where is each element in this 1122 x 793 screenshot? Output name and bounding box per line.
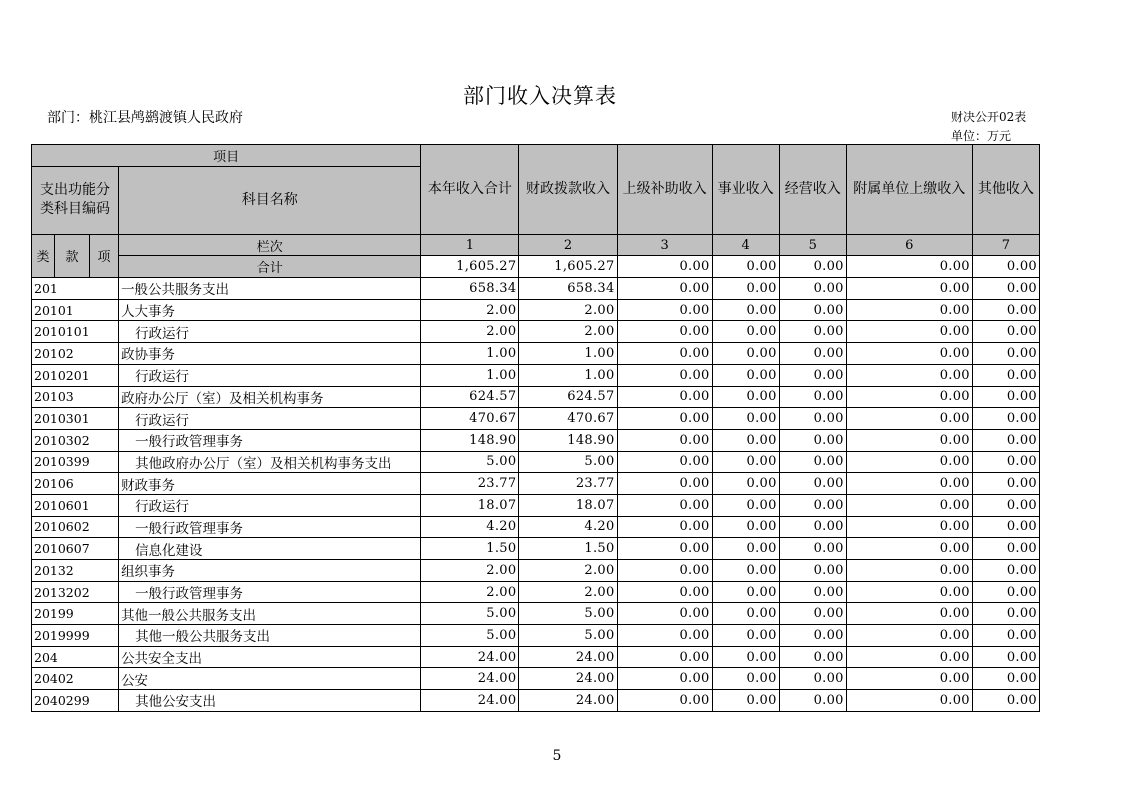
subject-name: 信息化建设 bbox=[119, 538, 421, 560]
value-cell: 0.00 bbox=[972, 560, 1039, 582]
table-row bbox=[32, 690, 1040, 712]
value-cell: 0.00 bbox=[712, 278, 779, 300]
income-table bbox=[31, 144, 1040, 712]
value-cell: 0.00 bbox=[712, 451, 779, 473]
value-cell: 0.00 bbox=[779, 690, 846, 712]
header-project: 项目 bbox=[32, 145, 421, 167]
value-cell: 0.00 bbox=[712, 538, 779, 560]
value-cell: 0.00 bbox=[972, 321, 1039, 343]
form-code: 财决公开02表 bbox=[951, 110, 1027, 124]
value-cell: 0.00 bbox=[972, 364, 1039, 386]
subject-code: 20402 bbox=[32, 668, 119, 690]
subject-name: 其他一般公共服务支出 bbox=[119, 603, 421, 625]
total-label: 合计 bbox=[119, 256, 421, 278]
value-cell: 0.00 bbox=[972, 668, 1039, 690]
value-cell: 0.00 bbox=[779, 278, 846, 300]
value-cell: 0.00 bbox=[779, 473, 846, 495]
value-cell: 0.00 bbox=[712, 473, 779, 495]
subject-code: 20101 bbox=[32, 299, 119, 321]
table-row bbox=[32, 603, 1040, 625]
header-index-2: 2 bbox=[519, 234, 617, 256]
value-cell: 0.00 bbox=[617, 451, 712, 473]
table-row bbox=[32, 364, 1040, 386]
header-subject-name: 科目名称 bbox=[119, 166, 421, 234]
value-cell: 0.00 bbox=[779, 494, 846, 516]
value-cell: 0.00 bbox=[972, 538, 1039, 560]
unit-label: 单位：万元 bbox=[951, 129, 1012, 143]
value-cell: 0.00 bbox=[972, 386, 1039, 408]
value-cell: 5.00 bbox=[519, 625, 617, 647]
subject-code: 2010201 bbox=[32, 364, 119, 386]
subject-name: 行政运行 bbox=[119, 494, 421, 516]
table-row bbox=[32, 473, 1040, 495]
subject-code: 20103 bbox=[32, 386, 119, 408]
value-cell: 4.20 bbox=[519, 516, 617, 538]
value-cell: 0.00 bbox=[972, 429, 1039, 451]
value-cell: 624.57 bbox=[519, 386, 617, 408]
value-cell: 0.00 bbox=[617, 625, 712, 647]
value-cell: 0.00 bbox=[972, 408, 1039, 430]
value-cell: 0.00 bbox=[712, 343, 779, 365]
page-number: 5 bbox=[552, 748, 562, 764]
value-cell: 0.00 bbox=[712, 494, 779, 516]
table-row bbox=[32, 538, 1040, 560]
value-cell: 0.00 bbox=[972, 646, 1039, 668]
value-cell: 0.00 bbox=[846, 451, 972, 473]
value-cell: 0.00 bbox=[846, 494, 972, 516]
value-cell: 624.57 bbox=[421, 386, 519, 408]
value-cell: 0.00 bbox=[617, 603, 712, 625]
subject-name: 一般行政管理事务 bbox=[119, 429, 421, 451]
value-cell: 0.00 bbox=[617, 408, 712, 430]
value-cell: 0.00 bbox=[846, 625, 972, 647]
value-cell: 0.00 bbox=[617, 299, 712, 321]
value-cell: 1.50 bbox=[421, 538, 519, 560]
value-cell: 24.00 bbox=[519, 690, 617, 712]
value-cell: 0.00 bbox=[617, 364, 712, 386]
value-cell: 0.00 bbox=[617, 560, 712, 582]
table-row bbox=[32, 494, 1040, 516]
total-value: 0.00 bbox=[779, 256, 846, 278]
value-cell: 0.00 bbox=[712, 625, 779, 647]
value-cell: 0.00 bbox=[846, 408, 972, 430]
value-cell: 24.00 bbox=[519, 646, 617, 668]
subject-code: 2040299 bbox=[32, 690, 119, 712]
value-cell: 0.00 bbox=[712, 560, 779, 582]
value-cell: 1.00 bbox=[519, 343, 617, 365]
subject-name: 公安 bbox=[119, 668, 421, 690]
subject-name: 一般行政管理事务 bbox=[119, 581, 421, 603]
header-index-6: 6 bbox=[846, 234, 972, 256]
value-cell: 0.00 bbox=[972, 581, 1039, 603]
subject-name: 财政事务 bbox=[119, 473, 421, 495]
value-cell: 0.00 bbox=[779, 646, 846, 668]
value-cell: 24.00 bbox=[519, 668, 617, 690]
value-cell: 0.00 bbox=[846, 299, 972, 321]
value-cell: 0.00 bbox=[972, 343, 1039, 365]
subject-code: 2013202 bbox=[32, 581, 119, 603]
table-row bbox=[32, 451, 1040, 473]
value-cell: 4.20 bbox=[421, 516, 519, 538]
header-row-project bbox=[32, 145, 1040, 167]
value-cell: 0.00 bbox=[617, 668, 712, 690]
value-cell: 0.00 bbox=[617, 516, 712, 538]
value-cell: 2.00 bbox=[519, 560, 617, 582]
value-cell: 1.00 bbox=[421, 364, 519, 386]
table-row bbox=[32, 646, 1040, 668]
value-cell: 0.00 bbox=[972, 299, 1039, 321]
value-cell: 5.00 bbox=[421, 451, 519, 473]
value-cell: 0.00 bbox=[779, 516, 846, 538]
value-cell: 0.00 bbox=[846, 668, 972, 690]
value-cell: 0.00 bbox=[617, 429, 712, 451]
value-cell: 0.00 bbox=[779, 364, 846, 386]
header-func-code: 支出功能分类科目编码 bbox=[32, 166, 119, 234]
value-cell: 0.00 bbox=[779, 321, 846, 343]
value-cell: 0.00 bbox=[972, 473, 1039, 495]
subject-name: 组织事务 bbox=[119, 560, 421, 582]
total-value: 0.00 bbox=[972, 256, 1039, 278]
subject-name: 政府办公厅（室）及相关机构事务 bbox=[119, 386, 421, 408]
value-cell: 0.00 bbox=[712, 690, 779, 712]
value-cell: 0.00 bbox=[617, 343, 712, 365]
header-col-2: 财政拨款收入 bbox=[519, 145, 617, 235]
value-cell: 658.34 bbox=[421, 278, 519, 300]
value-cell: 24.00 bbox=[421, 668, 519, 690]
subject-code: 2010301 bbox=[32, 408, 119, 430]
value-cell: 2.00 bbox=[421, 560, 519, 582]
value-cell: 0.00 bbox=[972, 451, 1039, 473]
subject-code: 2010101 bbox=[32, 321, 119, 343]
value-cell: 0.00 bbox=[972, 494, 1039, 516]
table-row bbox=[32, 386, 1040, 408]
value-cell: 148.90 bbox=[421, 429, 519, 451]
subject-code: 20106 bbox=[32, 473, 119, 495]
header-index-7: 7 bbox=[972, 234, 1039, 256]
value-cell: 0.00 bbox=[972, 516, 1039, 538]
value-cell: 5.00 bbox=[519, 451, 617, 473]
value-cell: 0.00 bbox=[712, 581, 779, 603]
value-cell: 0.00 bbox=[846, 321, 972, 343]
total-value: 1,605.27 bbox=[421, 256, 519, 278]
value-cell: 0.00 bbox=[779, 581, 846, 603]
value-cell: 0.00 bbox=[712, 321, 779, 343]
value-cell: 0.00 bbox=[846, 581, 972, 603]
page-title: 部门收入决算表 bbox=[463, 84, 617, 108]
value-cell: 0.00 bbox=[846, 343, 972, 365]
value-cell: 1.00 bbox=[519, 364, 617, 386]
value-cell: 0.00 bbox=[617, 581, 712, 603]
value-cell: 0.00 bbox=[846, 473, 972, 495]
total-value: 0.00 bbox=[617, 256, 712, 278]
subject-code: 2010601 bbox=[32, 494, 119, 516]
subject-name: 其他政府办公厅（室）及相关机构事务支出 bbox=[119, 451, 421, 473]
value-cell: 0.00 bbox=[617, 494, 712, 516]
subject-name: 一般行政管理事务 bbox=[119, 516, 421, 538]
value-cell: 24.00 bbox=[421, 690, 519, 712]
total-value: 1,605.27 bbox=[519, 256, 617, 278]
table-row bbox=[32, 668, 1040, 690]
value-cell: 18.07 bbox=[421, 494, 519, 516]
header-column-label: 栏次 bbox=[119, 234, 421, 256]
value-cell: 0.00 bbox=[712, 646, 779, 668]
value-cell: 5.00 bbox=[421, 625, 519, 647]
value-cell: 0.00 bbox=[972, 625, 1039, 647]
table-row bbox=[32, 299, 1040, 321]
value-cell: 0.00 bbox=[846, 429, 972, 451]
header-col-7: 其他收入 bbox=[972, 145, 1039, 235]
total-value: 0.00 bbox=[712, 256, 779, 278]
subject-code: 20102 bbox=[32, 343, 119, 365]
value-cell: 0.00 bbox=[846, 603, 972, 625]
subject-code: 2010602 bbox=[32, 516, 119, 538]
subject-name: 人大事务 bbox=[119, 299, 421, 321]
value-cell: 0.00 bbox=[712, 408, 779, 430]
value-cell: 0.00 bbox=[779, 451, 846, 473]
subject-code: 2010302 bbox=[32, 429, 119, 451]
table-row bbox=[32, 625, 1040, 647]
value-cell: 0.00 bbox=[779, 343, 846, 365]
table-row bbox=[32, 343, 1040, 365]
value-cell: 0.00 bbox=[712, 429, 779, 451]
value-cell: 2.00 bbox=[421, 581, 519, 603]
value-cell: 0.00 bbox=[779, 386, 846, 408]
header-kuan: 款 bbox=[55, 234, 90, 277]
value-cell: 0.00 bbox=[972, 690, 1039, 712]
value-cell: 23.77 bbox=[519, 473, 617, 495]
value-cell: 2.00 bbox=[519, 321, 617, 343]
header-col-1: 本年收入合计 bbox=[421, 145, 519, 235]
value-cell: 0.00 bbox=[712, 386, 779, 408]
subject-code: 20199 bbox=[32, 603, 119, 625]
subject-name: 其他公安支出 bbox=[119, 690, 421, 712]
subject-name: 公共安全支出 bbox=[119, 646, 421, 668]
value-cell: 5.00 bbox=[519, 603, 617, 625]
value-cell: 0.00 bbox=[972, 278, 1039, 300]
value-cell: 470.67 bbox=[421, 408, 519, 430]
value-cell: 0.00 bbox=[617, 473, 712, 495]
table-row bbox=[32, 560, 1040, 582]
value-cell: 18.07 bbox=[519, 494, 617, 516]
value-cell: 0.00 bbox=[779, 668, 846, 690]
table-row bbox=[32, 581, 1040, 603]
header-col-5: 经营收入 bbox=[779, 145, 846, 235]
table-row bbox=[32, 516, 1040, 538]
value-cell: 1.50 bbox=[519, 538, 617, 560]
value-cell: 0.00 bbox=[779, 625, 846, 647]
header-index-1: 1 bbox=[421, 234, 519, 256]
subject-name: 一般公共服务支出 bbox=[119, 278, 421, 300]
value-cell: 0.00 bbox=[779, 299, 846, 321]
value-cell: 0.00 bbox=[846, 690, 972, 712]
subject-code: 204 bbox=[32, 646, 119, 668]
subject-code: 20132 bbox=[32, 560, 119, 582]
subject-name: 行政运行 bbox=[119, 321, 421, 343]
value-cell: 470.67 bbox=[519, 408, 617, 430]
total-value: 0.00 bbox=[846, 256, 972, 278]
total-row bbox=[32, 256, 1040, 278]
table-row bbox=[32, 429, 1040, 451]
value-cell: 0.00 bbox=[617, 386, 712, 408]
value-cell: 2.00 bbox=[519, 299, 617, 321]
table-row bbox=[32, 321, 1040, 343]
header-col-6: 附属单位上缴收入 bbox=[846, 145, 972, 235]
department-label: 部门：桃江县鸬鹚渡镇人民政府 bbox=[47, 110, 243, 126]
header-row-index bbox=[32, 234, 1040, 256]
value-cell: 0.00 bbox=[617, 646, 712, 668]
value-cell: 0.00 bbox=[846, 538, 972, 560]
subject-code: 2010607 bbox=[32, 538, 119, 560]
value-cell: 0.00 bbox=[846, 364, 972, 386]
value-cell: 0.00 bbox=[779, 538, 846, 560]
header-index-4: 4 bbox=[712, 234, 779, 256]
value-cell: 0.00 bbox=[617, 690, 712, 712]
subject-name: 行政运行 bbox=[119, 364, 421, 386]
value-cell: 0.00 bbox=[779, 408, 846, 430]
value-cell: 0.00 bbox=[712, 299, 779, 321]
table-row bbox=[32, 278, 1040, 300]
value-cell: 0.00 bbox=[712, 668, 779, 690]
header-xiang: 项 bbox=[90, 234, 119, 277]
value-cell: 0.00 bbox=[617, 278, 712, 300]
value-cell: 23.77 bbox=[421, 473, 519, 495]
subject-name: 政协事务 bbox=[119, 343, 421, 365]
value-cell: 0.00 bbox=[617, 538, 712, 560]
header-col-3: 上级补助收入 bbox=[617, 145, 712, 235]
value-cell: 0.00 bbox=[846, 386, 972, 408]
header-index-3: 3 bbox=[617, 234, 712, 256]
value-cell: 0.00 bbox=[846, 516, 972, 538]
value-cell: 0.00 bbox=[617, 321, 712, 343]
value-cell: 0.00 bbox=[846, 560, 972, 582]
value-cell: 0.00 bbox=[779, 603, 846, 625]
header-col-4: 事业收入 bbox=[712, 145, 779, 235]
value-cell: 5.00 bbox=[421, 603, 519, 625]
subject-code: 2010399 bbox=[32, 451, 119, 473]
value-cell: 0.00 bbox=[779, 560, 846, 582]
value-cell: 0.00 bbox=[712, 603, 779, 625]
value-cell: 0.00 bbox=[779, 429, 846, 451]
value-cell: 0.00 bbox=[972, 603, 1039, 625]
value-cell: 0.00 bbox=[846, 278, 972, 300]
value-cell: 658.34 bbox=[519, 278, 617, 300]
subject-code: 2019999 bbox=[32, 625, 119, 647]
value-cell: 24.00 bbox=[421, 646, 519, 668]
subject-name: 行政运行 bbox=[119, 408, 421, 430]
subject-code: 201 bbox=[32, 278, 119, 300]
value-cell: 0.00 bbox=[712, 364, 779, 386]
value-cell: 2.00 bbox=[421, 299, 519, 321]
header-index-5: 5 bbox=[779, 234, 846, 256]
value-cell: 2.00 bbox=[421, 321, 519, 343]
value-cell: 0.00 bbox=[846, 646, 972, 668]
value-cell: 2.00 bbox=[519, 581, 617, 603]
value-cell: 148.90 bbox=[519, 429, 617, 451]
value-cell: 1.00 bbox=[421, 343, 519, 365]
header-lei: 类 bbox=[32, 234, 55, 277]
table-body bbox=[32, 278, 1040, 712]
value-cell: 0.00 bbox=[712, 516, 779, 538]
table-row bbox=[32, 408, 1040, 430]
subject-name: 其他一般公共服务支出 bbox=[119, 625, 421, 647]
